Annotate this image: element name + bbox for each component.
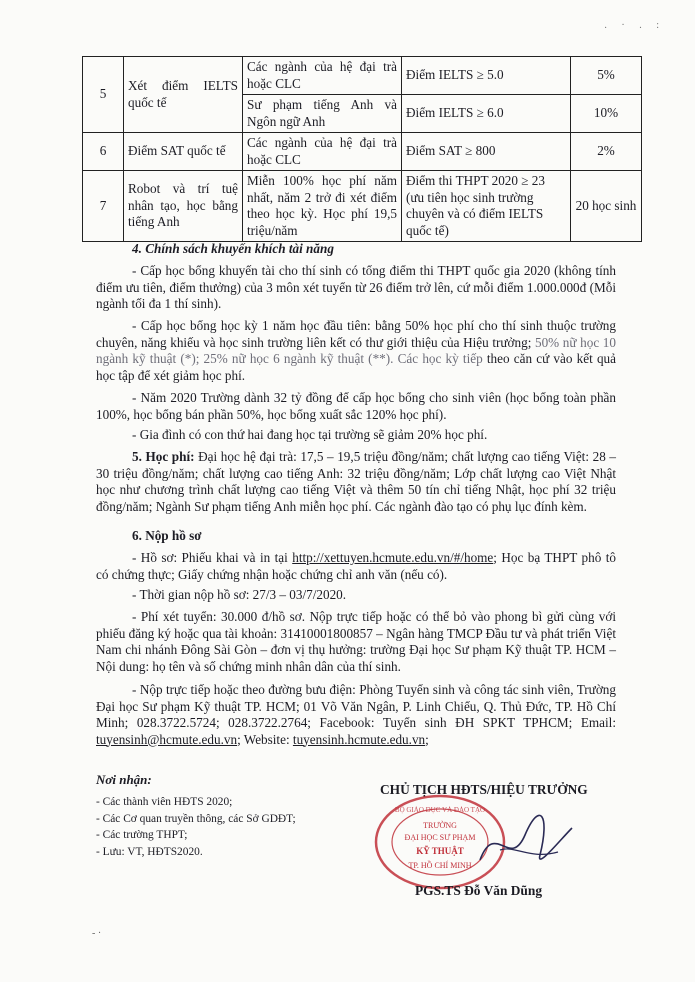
section-4-paragraph-3: - Năm 2020 Trường dành 32 tỷ đồng để cấp học bổng cho sinh viên (học bổng toàn phần 100%, học bổng bán phần 50%, học bổng xuất sắc 120% học phí). [96, 390, 616, 422]
section-6-paragraph-3: - Phí xét tuyển: 30.000 đ/hồ sơ. Nộp trực tiếp hoặc có thể bỏ vào phong bì gửi cùng với phiếu đăng ký hoặc qua tài khoản: 31410001800857 – Ngân hàng TMCP Đầu tư và phát triển Việt Nam chi nhánh Đông Sài Gòn – đơn vị thụ hưởng: trường Đại học Sư phạm Kỹ thuật TP. HCM – Nội dung: họ tên và số chứng minh nhân dân của thí sinh. [96, 609, 616, 674]
quota-cell: 2% [571, 133, 642, 171]
row-number: 7 [83, 171, 124, 242]
section-4-heading: 4. Chính sách khuyến khích tài năng [132, 241, 334, 256]
recipient-item: - Các thành viên HĐTS 2020; [96, 796, 233, 809]
criterion-cell: Xét điểm IELTS quốc tế [124, 57, 243, 133]
paragraph-4-text-c: ; [425, 731, 429, 747]
paragraph-2-text-c: theo căn cứ vào kết quả học tập để xét giảm học phí. [96, 351, 616, 383]
section-5-text: Đại học hệ đại trà: 17,5 – 19,5 triệu đồng/năm; chất lượng cao tiếng Việt: 28 – 30 triệu đồng/năm; chất lượng cao tiếng Anh: 32 triệu đồng/năm; Lớp chất lượng cao Việt Nhật học như chương trình chất lượng cao tiếng Việt và thêm 50 tín chỉ tiếng Nhật, học phí 32 triệu đồng/năm; Ngành Sư phạm tiếng Anh miễn học phí. Các ngành đào tạo có phụ lục đính kèm. [96, 449, 616, 514]
seal-text: TP. HỒ CHÍ MINH [408, 861, 472, 870]
table-row [83, 171, 642, 242]
scan-specks: . · . : [604, 20, 665, 31]
row-number: 6 [83, 133, 124, 171]
signer-title: CHỦ TỊCH HĐTS/HIỆU TRƯỞNG [380, 782, 588, 797]
section-4-paragraph-2 [96, 318, 616, 384]
scope-cell: Miễn 100% học phí năm nhất, năm 2 trở đi xét điểm theo học kỳ. Học phí 19,5 triệu/năm [243, 171, 402, 242]
seal-text: TRƯỜNG [423, 821, 457, 830]
recipient-item: - Lưu: VT, HĐTS2020. [96, 845, 203, 858]
signer-name: PGS.TS Đỗ Văn Dũng [415, 883, 543, 898]
paragraph-1-text-b: ; Học bạ THPT phô tô có chứng thực; Giấy chứng nhận hoặc chứng chỉ anh văn (nếu có). [96, 550, 616, 582]
recipients-block [96, 772, 296, 860]
quota-cell: 10% [571, 95, 642, 133]
table-row [83, 133, 642, 171]
section-5-heading: 5. Học phí: [132, 449, 195, 464]
criterion-cell: Điểm SAT quốc tế [124, 133, 243, 171]
seal-text: ĐẠI HỌC SƯ PHẠM [404, 833, 476, 842]
condition-cell: Điểm IELTS ≥ 6.0 [402, 95, 571, 133]
quota-cell: 5% [571, 57, 642, 95]
handwritten-signature-icon [470, 800, 580, 880]
section-4-paragraph-4: - Gia đình có con thứ hai đang học tại trường sẽ giảm 20% học phí. [132, 427, 488, 442]
section-5-paragraph [96, 449, 616, 515]
scan-mark: - · [92, 928, 102, 939]
scope-cell: Sư phạm tiếng Anh và Ngôn ngữ Anh [243, 95, 402, 133]
website-link[interactable]: tuyensinh.hcmute.edu.vn [292, 731, 426, 747]
table-row [83, 57, 642, 95]
paragraph-2-faded-text: 50% nữ học 10 ngành kỹ thuật (*); 25% nữ học 6 ngành kỹ thuật (**). Các học kỳ tiếp [96, 334, 616, 366]
recipient-item: - Các Cơ quan truyền thông, các Sở GDĐT; [96, 812, 296, 825]
section-4-paragraph-1: - Cấp học bổng khuyến tài cho thí sinh có tổng điểm thi THPT quốc gia 2020 (không tính điểm ưu tiên, điểm thưởng) của 3 môn xét tuyển từ 26 điểm trở lên, cứ mỗi điểm 1.000.000đ (Mỗi ngành tối đa 1 thí sinh). [96, 263, 616, 311]
criterion-cell: Robot và trí tuệ nhân tạo, học bằng tiếng Anh [124, 171, 243, 242]
seal-arc-text: BỘ GIÁO DỤC VÀ ĐÀO TẠO [394, 806, 486, 814]
paragraph-4-text-b: ; Website: [237, 731, 293, 747]
paragraph-4-text-a: - Nộp trực tiếp hoặc theo đường bưu điện: Phòng Tuyển sinh và công tác sinh viên, Trường Đại học Sư phạm Kỹ thuật TP. HCM; 01 Võ Văn Ngân, P. Linh Chiểu, Q. Thủ Đức, TP. Hồ Chí Minh; 028.3722.5724; 028.3722.2764; Facebook: Tuyển sinh ĐH SPKT TPHCM; Email: [96, 682, 616, 730]
scope-cell: Các ngành của hệ đại trà hoặc CLC [243, 57, 402, 95]
paragraph-1-text-a: - Hồ sơ: Phiếu khai và in tại [132, 550, 293, 565]
row-number: 5 [83, 57, 124, 133]
admission-table [82, 56, 642, 242]
condition-cell: Điểm thi THPT 2020 ≥ 23 (ưu tiên học sinh trường chuyên và có điểm IELTS quốc tế) [402, 171, 571, 242]
section-6-heading: 6. Nộp hồ sơ [132, 528, 202, 543]
recipient-item: - Các trường THPT; [96, 829, 188, 842]
seal-text: KỸ THUẬT [416, 846, 464, 856]
scope-cell: Các ngành của hệ đại trà hoặc CLC [243, 133, 402, 171]
section-6-paragraph-4 [96, 682, 616, 748]
section-6-paragraph-2: - Thời gian nộp hồ sơ: 27/3 – 03/7/2020. [132, 587, 347, 602]
quota-cell: 20 học sinh [571, 171, 642, 242]
email-link[interactable]: tuyensinh@hcmute.edu.vn [96, 731, 238, 747]
paragraph-2-text-a: - Cấp học bổng học kỳ 1 năm học đầu tiên: bằng 50% học phí cho thí sinh thuộc trường chuyên, năng khiếu và học sinh trường liên kết có thư giới thiệu của Hiệu trưởng; [96, 318, 616, 350]
recipients-title: Nơi nhận: [96, 772, 152, 787]
section-6-paragraph-1 [96, 550, 616, 583]
condition-cell: Điểm IELTS ≥ 5.0 [402, 57, 571, 95]
condition-cell: Điểm SAT ≥ 800 [402, 133, 571, 171]
registration-link[interactable]: http://xettuyen.hcmute.edu.vn/#/home [292, 550, 494, 565]
